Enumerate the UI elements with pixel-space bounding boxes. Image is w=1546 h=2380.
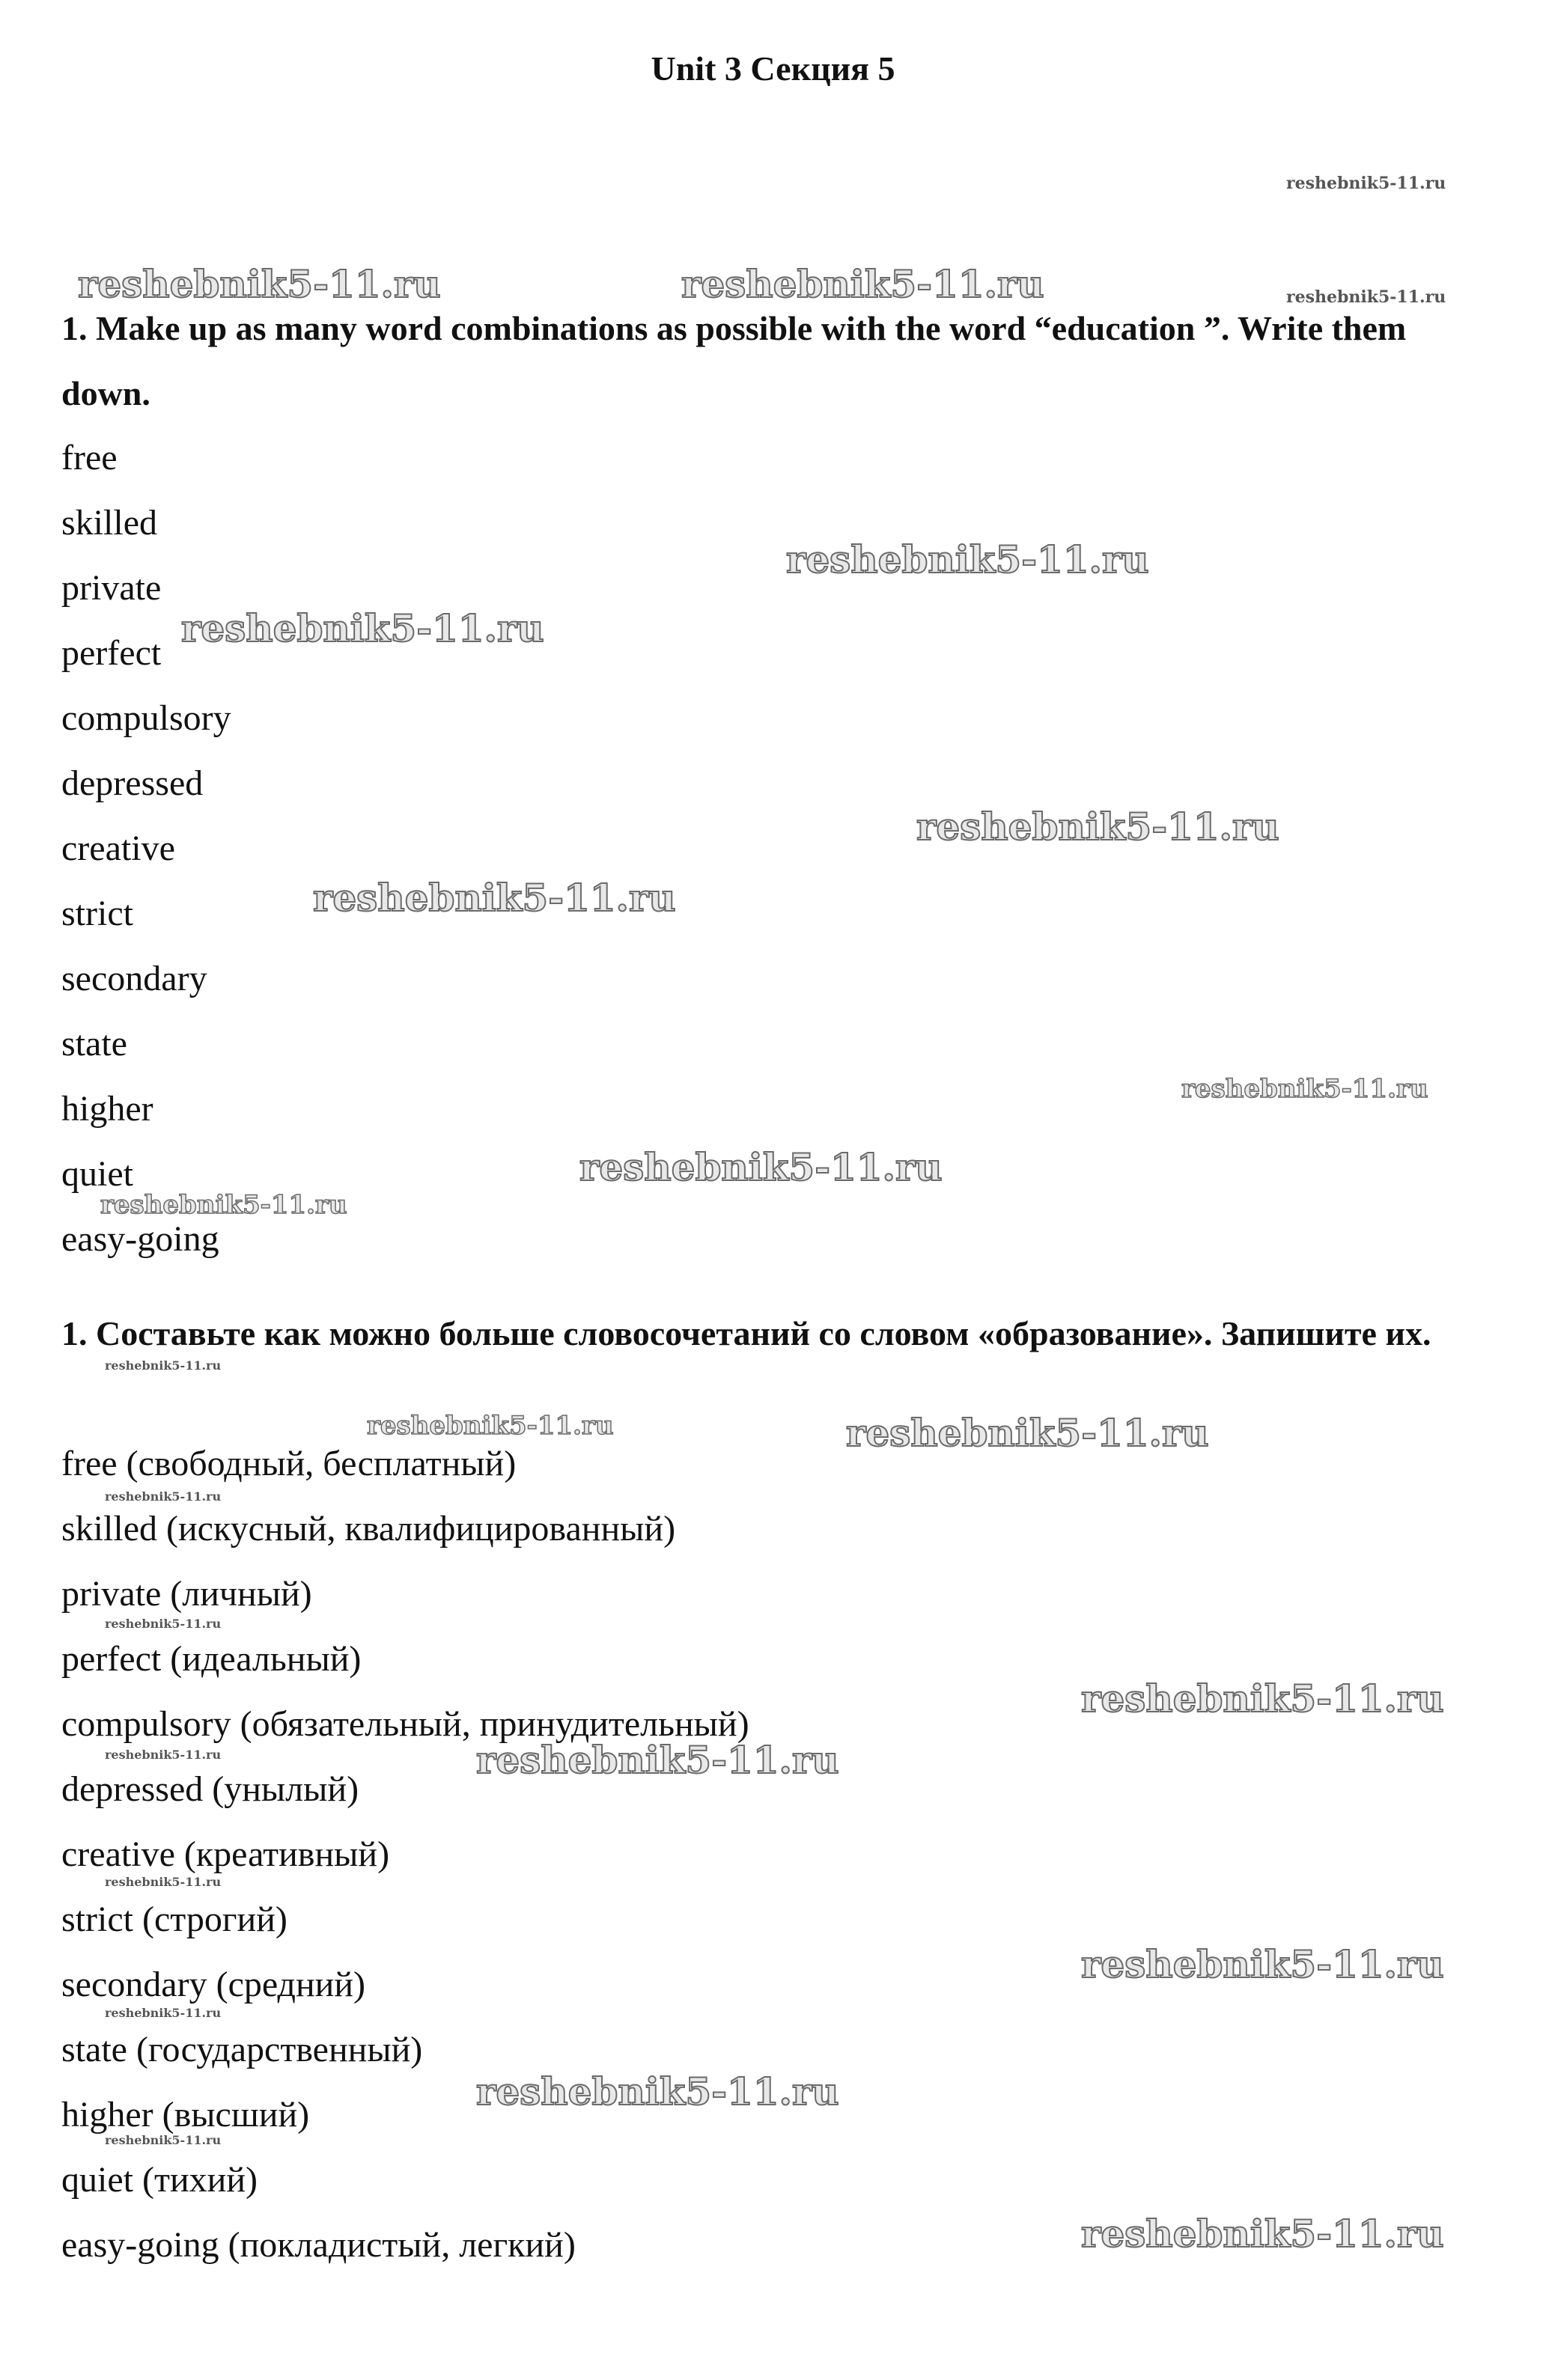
list-item: skilled — [61, 503, 157, 543]
watermark: reshebnik5-11.ru — [579, 1145, 943, 1189]
watermark: reshebnik5-11.ru — [476, 2069, 839, 2114]
list-item: creative — [61, 829, 175, 868]
list-item: private — [61, 568, 162, 608]
watermark: reshebnik5-11.ru — [1081, 2212, 1444, 2256]
watermark: reshebnik5-11.ru — [367, 1411, 614, 1441]
watermark: reshebnik5-11.ru — [846, 1411, 1209, 1455]
list-item: higher (высший) — [61, 2095, 310, 2135]
watermark: reshebnik5-11.ru — [105, 1617, 222, 1631]
word-list-ru — [61, 1431, 749, 2277]
watermark: reshebnik5-11.ru — [78, 262, 441, 306]
word-list-en — [61, 425, 231, 1272]
watermark: reshebnik5-11.ru — [105, 1358, 222, 1373]
watermark: reshebnik5-11.ru — [916, 805, 1279, 849]
list-item: creative (креативный) — [61, 1834, 390, 1874]
page-title: Unit 3 Секция 5 — [651, 49, 895, 88]
watermark: reshebnik5-11.ru — [1081, 1676, 1444, 1721]
watermark: reshebnik5-11.ru — [313, 876, 676, 920]
watermark: reshebnik5-11.ru — [786, 537, 1149, 582]
list-item: state — [61, 1024, 127, 1064]
watermark: reshebnik5-11.ru — [105, 1875, 222, 1889]
exercise-heading-en: 1. Make up as many word combinations as possible with the word “education ”. Write them down. — [61, 309, 1407, 412]
list-item: secondary — [61, 959, 207, 998]
watermark: reshebnik5-11.ru — [1081, 1942, 1444, 1986]
list-item: strict (строгий) — [61, 1900, 287, 1939]
list-item: secondary (средний) — [61, 1965, 366, 2004]
list-item: private (личный) — [61, 1574, 312, 1614]
watermark: reshebnik5-11.ru — [105, 2006, 222, 2020]
watermark: reshebnik5-11.ru — [1181, 1074, 1428, 1104]
watermark: reshebnik5-11.ru — [105, 1489, 222, 1504]
list-item: perfect (идеальный) — [61, 1639, 362, 1679]
list-item: depressed — [61, 763, 204, 803]
list-item: state (государственный) — [61, 2030, 423, 2069]
list-item: compulsory — [61, 698, 231, 738]
watermark: reshebnik5-11.ru — [181, 606, 544, 650]
list-item: compulsory (обязательный, принудительный) — [61, 1704, 749, 1744]
list-item: free (свободный, бесплатный) — [61, 1444, 517, 1483]
list-item: easy-going — [61, 1219, 219, 1259]
exercise-heading-ru: 1. Составьте как можно больше словосочетаний со словом «образование». Запишите их. — [61, 1314, 1431, 1352]
watermark: reshebnik5-11.ru — [100, 1190, 347, 1220]
watermark: reshebnik5-11.ru — [105, 2133, 222, 2147]
watermark: reshebnik5-11.ru — [105, 1748, 222, 1762]
watermark: reshebnik5-11.ru — [1286, 174, 1446, 193]
list-item: quiet — [61, 1154, 133, 1194]
watermark: reshebnik5-11.ru — [681, 262, 1044, 306]
list-item: higher — [61, 1089, 153, 1129]
watermark: reshebnik5-11.ru — [1286, 287, 1446, 307]
list-item: skilled (искусный, квалифицированный) — [61, 1509, 676, 1548]
list-item: easy-going (покладистый, легкий) — [61, 2225, 576, 2265]
list-item: perfect — [61, 633, 162, 673]
list-item: depressed (унылый) — [61, 1769, 359, 1809]
watermark: reshebnik5-11.ru — [476, 1738, 839, 1782]
list-item: strict — [61, 894, 133, 933]
list-item: free — [61, 438, 118, 477]
list-item: quiet (тихий) — [61, 2160, 258, 2200]
